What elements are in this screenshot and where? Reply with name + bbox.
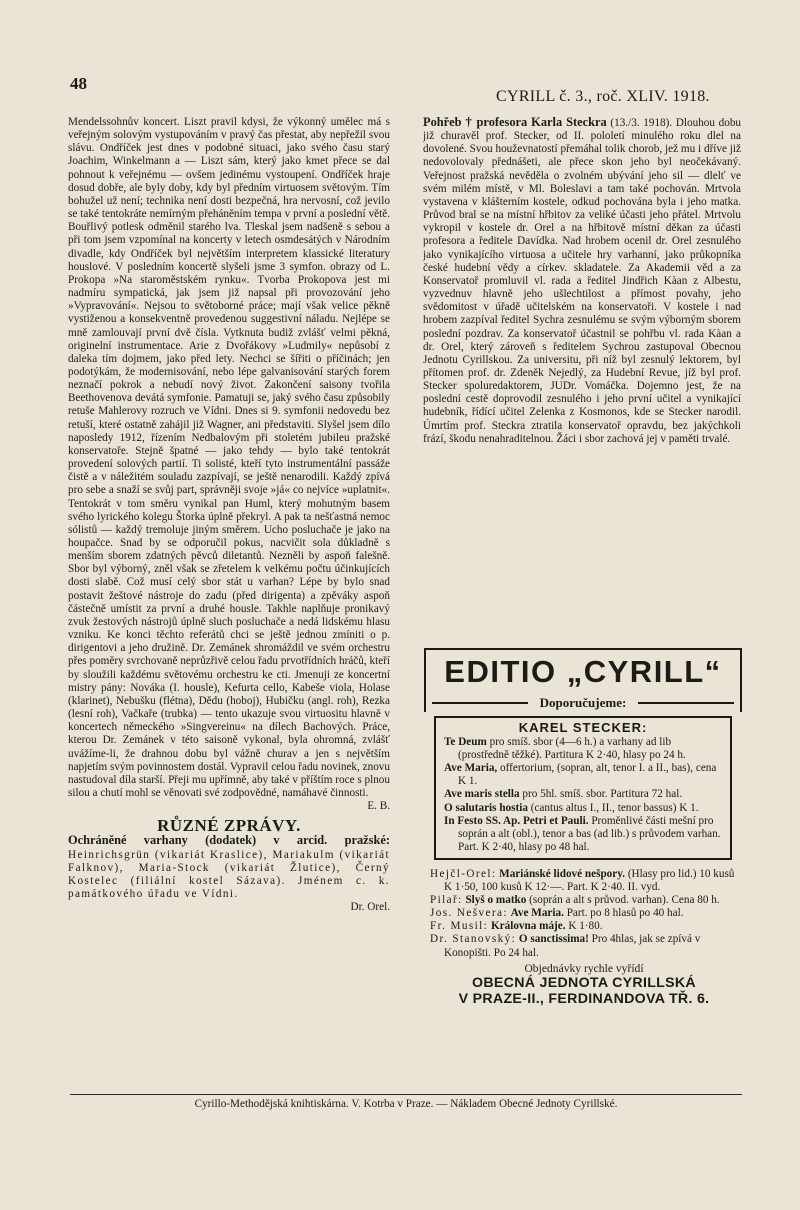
- news-text: Heinrichsgrün (vikariát Kraslice), Mariakulm (vikariát Falknov), Maria-Stock (vikariát Žlutice), Černý Kostelec (filiální kostel Sázava). Jménem c. k. památkového úřadu ve Vídni.: [68, 848, 390, 901]
- ad-rule-left: [432, 702, 528, 704]
- page-number: 48: [70, 74, 87, 93]
- review-signature: E. B.: [367, 800, 390, 813]
- publication-item: Jos. Nešvera: Ave Maria. Part. po 8 hlasů po 40 hal.: [430, 907, 684, 920]
- editio-cyrill-advertisement: [424, 648, 742, 1078]
- ad-recommend-label: Doporučujeme:: [539, 695, 627, 710]
- publication-item: Pilař: Slyš o matko (soprán a alt s průvod. varhan). Cena 80 h.: [430, 894, 720, 907]
- obituary-text: (13./3. 1918). Dlouhou dobu již churavěl prof. Stecker, od II. pololetí minulého roku dlel na dovolené. Svou houževnatostí přemáhal tolik chorob, jež mu i dříve již nedovolovaly přednášeti, ale přece skon jeho byl neočekávaný. Veřejnost pražská nevěděla o zvolném ubývání jeho sil — dlelť ve svém milém místě, v Ml. Boleslavi a tam také pochován. Mrtvola vystavena v klášterním kostele, odkud pochována byla i jeho matka. Průvod bral se na místní hřbitov za veliké účasti jeho přátel. Mrtvolu vykropil v kostele dr. Orel a na hřbitově místní děkan za účasti profesora a ředitele Davídka. Nad hrobem ocenil dr. Orel zesnulého jako vynikajícího virtuosa a učitele hry varhanní, jako průkopníka české hudební vědy a církev. skladatele. Za Akademii věd a za Konservatoř promluvil vl. rada a ředitel Jindřich Kàan z Albestu, vyzvednuv hlavně jeho ušlechtilost a přímost povahy, jeho svědomitost v úřadě učitelském na konservatoři. V kostele i nad hrobem zazpíval ředitel Sychra zesnulému se svým výborným sborem poslední pozdrav. Za konservatoř účastnil se pohřbu vl. rada Kàan a dr. Orel, který zároveň s ředitelem Sychrou zastupoval Obecnou Jednotu Cyrillskou. Za universitu, při níž byl zesnulý lektorem, byl přítomen prof. dr. Zdeněk Nejedlý, za Hudební Revue, jíž byl prof. Stecker spoluredaktorem, JUDr. Vomáčka. Dojemno jest, že na poslední cestě doprovodil zesnulého i jeho první učitel a vynikající hudebník, řídící učitel Zelenka z Kosmonos, kde se Stecker narodil. Úmrtím prof. Steckra ztratila konservatoř opravdu, bez jakýchkoli frází, škodu nenahraditelnou. Žáci i sbor zachová jej v paměti trvalé.: [423, 117, 741, 445]
- order-note: Objednávky rychle vyřídí: [524, 961, 644, 975]
- left-column: [68, 116, 390, 1081]
- stecker-item: O salutaris hostia (cantus altus I., II., tenor bassus) K 1.: [444, 801, 699, 814]
- news-item: [68, 834, 390, 914]
- obituary: [423, 116, 741, 446]
- news-heading: Ochráněné varhany (dodatek) v arcid. pražské:: [68, 833, 390, 848]
- footer-imprint: Cyrillo-Methodějská knihtiskárna. V. Kotrba v Praze. — Nákladem Obecné Jednoty Cyrillské.: [70, 1094, 742, 1110]
- ad-recommend-bar: [424, 694, 742, 712]
- publication-item: Hejčl-Orel: Mariánské lidové nešpory. (Hlasy pro lid.) 10 kusů K 1·50, 100 kusů K 12·—. Part. K 2·40. II. vyd.: [430, 867, 735, 894]
- section-title: RŮZNÉ ZPRÁVY.: [157, 816, 301, 836]
- stecker-item: In Festo SS. Ap. Petri et Pauli. Proměnlivé části mešní pro soprán a alt (obl.), tenor a bas (ad lib.) s průvodem varhan. Part. K 2·40, hlasy po 48 hal.: [444, 814, 721, 853]
- stecker-box: [434, 716, 732, 860]
- stecker-item: Te Deum pro smíš. sbor (4—6 h.) a varhany ad lib (prostředně těžké). Partitura K 2·40, hlasy po 24 h.: [444, 736, 686, 762]
- stecker-item: Ave Maria, offertorium, (sopran, alt, tenor I. a II., bas), cena K 1.: [444, 762, 717, 788]
- stecker-item: Ave maris stella pro 5hl. smíš. sbor. Partitura 72 hal.: [444, 788, 683, 801]
- other-publications: [430, 868, 738, 1007]
- publication-item: Fr. Musil: Královna máje. K 1·80.: [430, 920, 603, 933]
- right-column: [423, 116, 741, 642]
- ad-rule-right: [638, 702, 734, 704]
- news-signature: Dr. Orel.: [350, 901, 390, 914]
- publisher-name: OBECNÁ JEDNOTA CYRILLSKÁ: [472, 974, 696, 991]
- concert-review-text: Mendelssohnův koncert. Liszt pravil kdysi, že výkonný umělec má s veřejným solovým vystupováním v pravý čas přestat, aby nepřežil svou slávu. Ondříček jest dnes v podobné situaci, jako svého času starý Joachim, Winkelmann a — Liszt sám, který jako kmet přece se dal pohnout k veřejnému — ovšem jedinému vystoupení. Ondříček hraje dosud dobře, ale byly doby, kdy byl předním virtuosem světovým. Tím bohužel už není; technika není dosti bezpečná, hra nervosní, což jevilo se také tentokráte nemírným přeháněním tempa v první a poslední větě. Bouřlivý potlesk odměnil starého lva. Tleskal jsem nadšeně s sebou a při tom jsem vzpomínal na koncerty v letech osmdesátých v Národním divadle, kdy Ondříček byl největším interpretem klassické literatury houslové. V posledním koncertě slyšeli jsme 3 symfon. obrazy od L. Prokopa »Na staroměstském rynku«. Tvorba Prokopova jest mi nadmíru sympatická, jak jsem již napsal při provozování jeho »Vypravování«. Nejsou to světoborné práce; mají však velice pěkně vystiženou a konsekventně provedenou suggestivní náladu. Nejlépe se mně zamlouvají první dvě čísla. Vytknuta budiž zvlášť velmi pěkná, originelní instrumentace. Arie z Dvořákovy »Ludmily« nepůsobí z daleka tím dojmem, jako před lety. Nechci se šířiti o příčinách; jen podotýkám, že modernisování, nebo lépe galvanisování starých forem neznačí pokrok a nebudí nový život. Zakončení saisony tvořila Beethovenova devátá symfonie. Pamatuji se, jaký svého času způsobily retuše Mahlerovy rozruch ve Vídni. Dnes si 9. symfonii nedovedu bez retuší, které ostatně zahájil již Wagner, ani představiti. Slyšel jsem dílo naposledy 1912, řízením Nedbalovým při stoletém jubileu pražské konservatoře. Stejně špatné — jako tehdy — bylo také tentokrát provedení solových partií. Ti solisté, kteří tyto instrumentální passáže čistě a v náležitém souladu zazpívají, se ještě nenarodili. Každý zpívá pro sebe a snaží se svůj part, správněji svoje »já« co nejvíce »uplatnit«. Tentokrát v tom směru vynikal pan Huml, který mohutným basem svého lyrického kolegu Štorka úplně překryl. A pak ta nešťastná nemoc sólistů — každý tremoluje jiným směrem. Ucho posluchače je jako na houpačce. Snad by se odporučil pokus, nacvičit sola důkladně s menším sborem zdatných pěvců diletantů. Nezněli by aspoň falešně. Sbor byl výborný, zněl však se zřetelem k velkému počtu účinkujících dosti slabě. Což musí celý sbor stát u varhan? Lépe by bylo snad postavit žeštové nástroje do zadu (před dirigenta) a zpěváky aspoň částečně umístit za první a druhé housle. Takhle naplňuje pronikavý zvuk žestových nástrojů úplně sluch posluchače a nedá lidskému hlasu vzniku. Ke konci těchto referátů chci se ještě jednou zmíniti o p. dirigentovi a jeho družině. Dr. Zemánek shromáždil ve svém orchestru přes poměry svrchovaně neprůzřivě celou řadu prvotřídních hráčů, kteří by sloužili každému světovému orchestru ke cti. Jmenuji ze koncertní mistry pány: Nováka (I. housle), Kefurta cello, Kabeše viola, Holase (klarinet), Nebušku (flétna), Dědu (hoboj), Hubičku (angl. roh), Rezka (lesní roh), Vačkaře (trubka) — tento ukazuje svou virtuositu hlavně v koncertech německého »Singvereinu« na dílech Bachových. Práce, kterou Dr. Zemánek v této saisoně vykonal, byla ohromná, zvlášť uvážíme-li, že drahnou dobu byl vážně churav a jen s největším napjetím svým povinnostem dostál. Vypravil celou řadu novinek, znovu nastudoval díla starší. Přeji mu upřímně, aby také v příštím roce s plnou silou a chutí mohl se věnovati své zodpovědné, namáhavé činnosti.: [68, 116, 390, 799]
- running-title: CYRILL č. 3., roč. XLIV. 1918.: [496, 88, 710, 105]
- publication-item: Dr. Stanovský: O sanctissima! Pro 4hlas, jak se zpívá v Konopišti. Po 24 hal.: [430, 933, 701, 959]
- ad-title: EDITIO „CYRILL“: [424, 648, 742, 694]
- obituary-heading: Pohřeb † profesora Karla Steckra: [423, 116, 607, 129]
- stecker-composer: KAREL STECKER:: [518, 720, 648, 735]
- publisher-address: V PRAZE-II., FERDINANDOVA TŘ. 6.: [458, 990, 710, 1007]
